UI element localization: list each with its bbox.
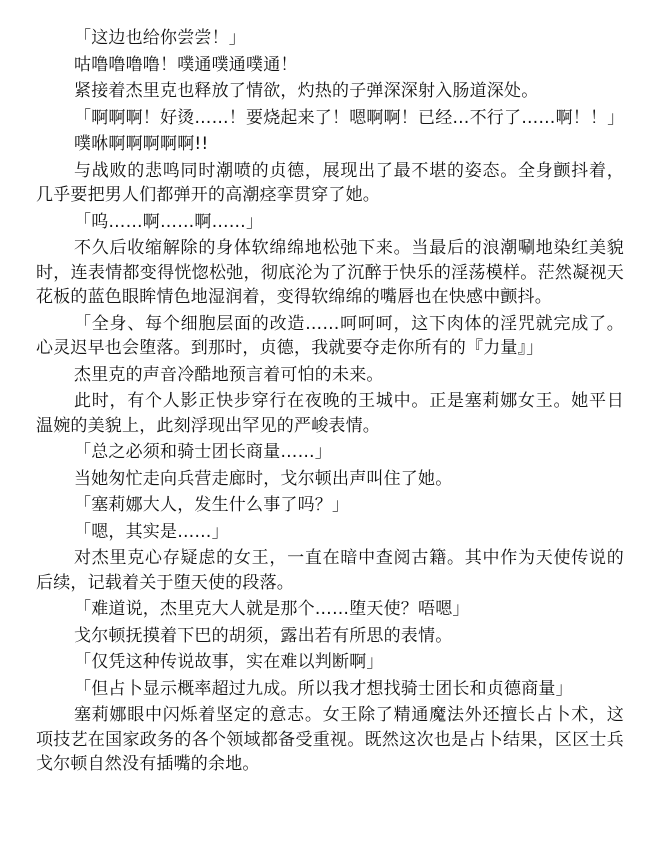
paragraph: 「啊啊啊！好烫……！要烧起来了！嗯啊啊！已经…不行了……啊！！」 (74, 107, 625, 128)
paragraph: 当她匆忙走向兵营走廊时，戈尔顿出声叫住了她。 (74, 468, 453, 489)
paragraph: 此时，有个人影正快步穿行在夜晚的王城中。正是塞莉娜女王。她平日温婉的美貌上，此刻浮现出罕见的严峻表情。 (36, 391, 624, 436)
paragraph: 不久后收缩解除的身体软绵绵地松弛下来。当最后的浪潮唰地染红美貌时，连表情都变得恍惚松弛，彻底沦为了沉醉于快乐的淫荡模样。茫然凝视天花板的蓝色眼眸情色地湿润着，变得软绵绵的嘴唇也在快感中颤抖。 (36, 238, 624, 307)
paragraph: 戈尔顿抚摸着下巴的胡须，露出若有所思的表情。 (74, 625, 453, 646)
paragraph: 噗咻啊啊啊啊啊!! (74, 134, 209, 154)
paragraph: 咕噜噜噜噜！噗通噗通噗通！ (74, 54, 298, 75)
paragraph: 「嗯，其实是……」 (74, 521, 229, 542)
paragraph: 杰里克的声音冷酷地预言着可怕的未来。 (74, 364, 384, 385)
paragraph: 「全身、每个细胞层面的改造……呵呵呵，这下肉体的淫咒就完成了。心灵迟早也会堕落。到那时，贞德，我就要夺走你所有的『力量』」 (36, 313, 624, 358)
paragraph: 塞莉娜眼中闪烁着坚定的意志。女王除了精通魔法外还擅长占卜术，这项技艺在国家政务的各个领域都备受重视。既然这次也是占卜结果，区区士兵戈尔顿自然没有插嘴的余地。 (36, 705, 624, 774)
paragraph: 紧接着杰里克也释放了情欲，灼热的子弹深深射入肠道深处。 (74, 81, 539, 101)
paragraph: 与战败的悲鸣同时潮喷的贞德，展现出了最不堪的姿态。全身颤抖着，几乎要把男人们都弹开的高潮痉挛贯穿了她。 (36, 160, 624, 205)
paragraph: 「但占卜显示概率超过九成。所以我才想找骑士团长和贞德商量」 (74, 678, 573, 699)
paragraph: 对杰里克心存疑虑的女王，一直在暗中查阅古籍。其中作为天使传说的后续，记载着关于堕天使的段落。 (36, 548, 624, 593)
paragraph: 「呜……啊……啊……」 (74, 211, 264, 232)
paragraph: 「总之必须和骑士团长商量……」 (74, 442, 332, 462)
paragraph: 「塞莉娜大人，发生什么事了吗？」 (74, 495, 350, 515)
paragraph: 「这边也给你尝尝！」 (74, 28, 246, 48)
paragraph: 「仅凭这种传说故事，实在难以判断啊」 (74, 652, 384, 672)
paragraph: 「难道说，杰里克大人就是那个……堕天使？唔嗯」 (74, 599, 470, 619)
